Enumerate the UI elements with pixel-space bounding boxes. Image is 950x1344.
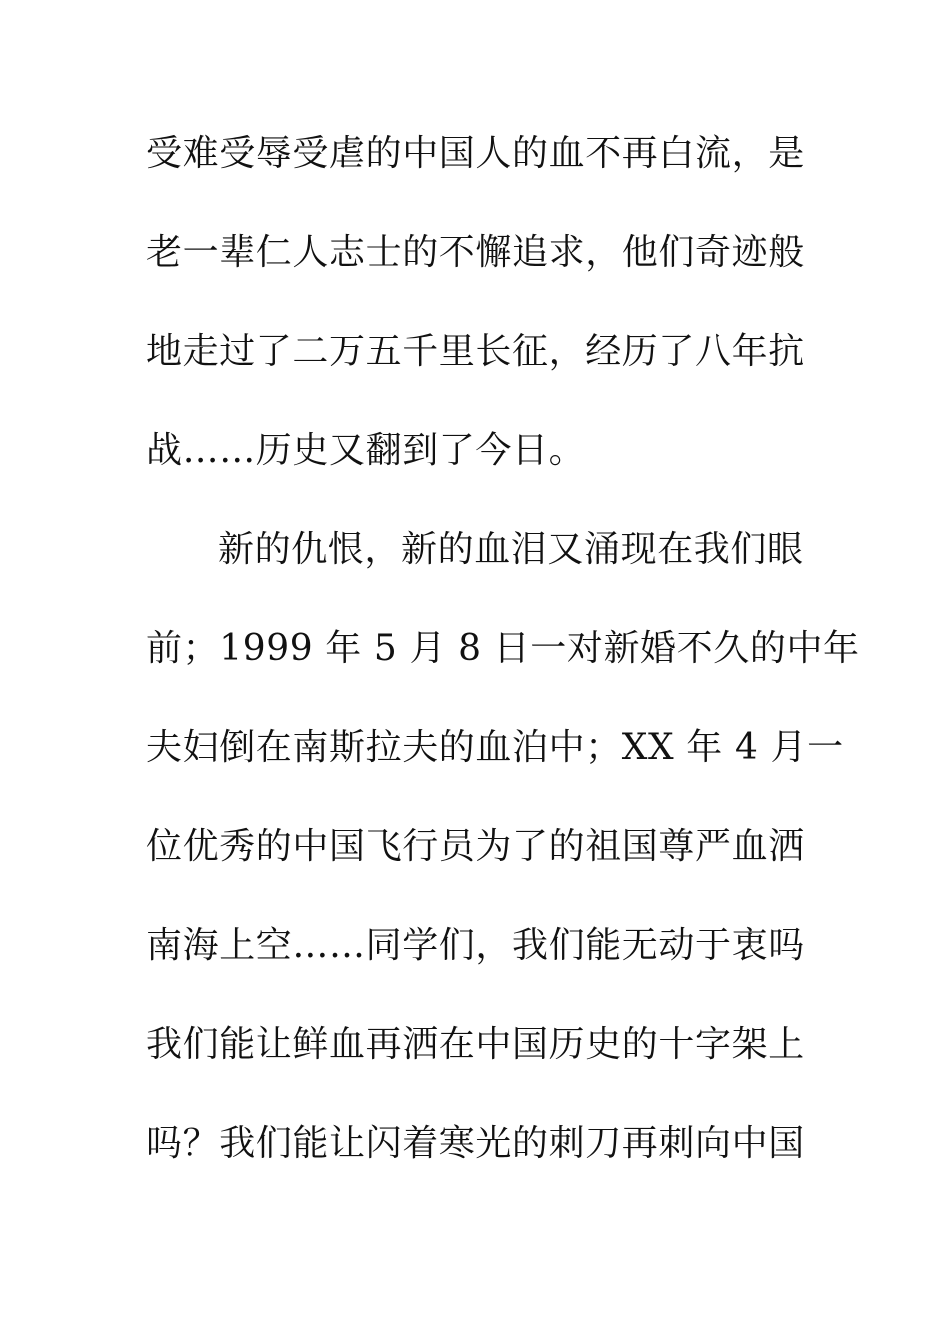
paragraph-1 <box>146 126 816 522</box>
text-line: 我们能让鲜血再洒在中国历史的十字架上 <box>146 1024 805 1065</box>
text-line: 夫妇倒在南斯拉夫的血泊中；XX 年 4 月一 <box>146 727 844 768</box>
paragraph-2 <box>146 522 860 1215</box>
body-text <box>146 126 860 1215</box>
text-line: 前；1999 年 5 月 8 日一对新婚不久的中年 <box>146 628 860 669</box>
text-line: 受难受辱受虐的中国人的血不再白流，是 <box>146 133 805 174</box>
text-line-indented: 新的仇恨，新的血泪又涌现在我们眼 <box>218 529 804 570</box>
text-line: 战……历史又翻到了今日。 <box>146 430 586 471</box>
text-line: 南海上空……同学们，我们能无动于衷吗 <box>146 925 805 966</box>
text-line: 老一辈仁人志士的不懈追求，他们奇迹般 <box>146 232 805 273</box>
text-line: 吗？我们能让闪着寒光的刺刀再刺向中国 <box>146 1123 805 1164</box>
text-line: 位优秀的中国飞行员为了的祖国尊严血洒 <box>146 826 805 867</box>
text-line: 地走过了二万五千里长征，经历了八年抗 <box>146 331 805 372</box>
